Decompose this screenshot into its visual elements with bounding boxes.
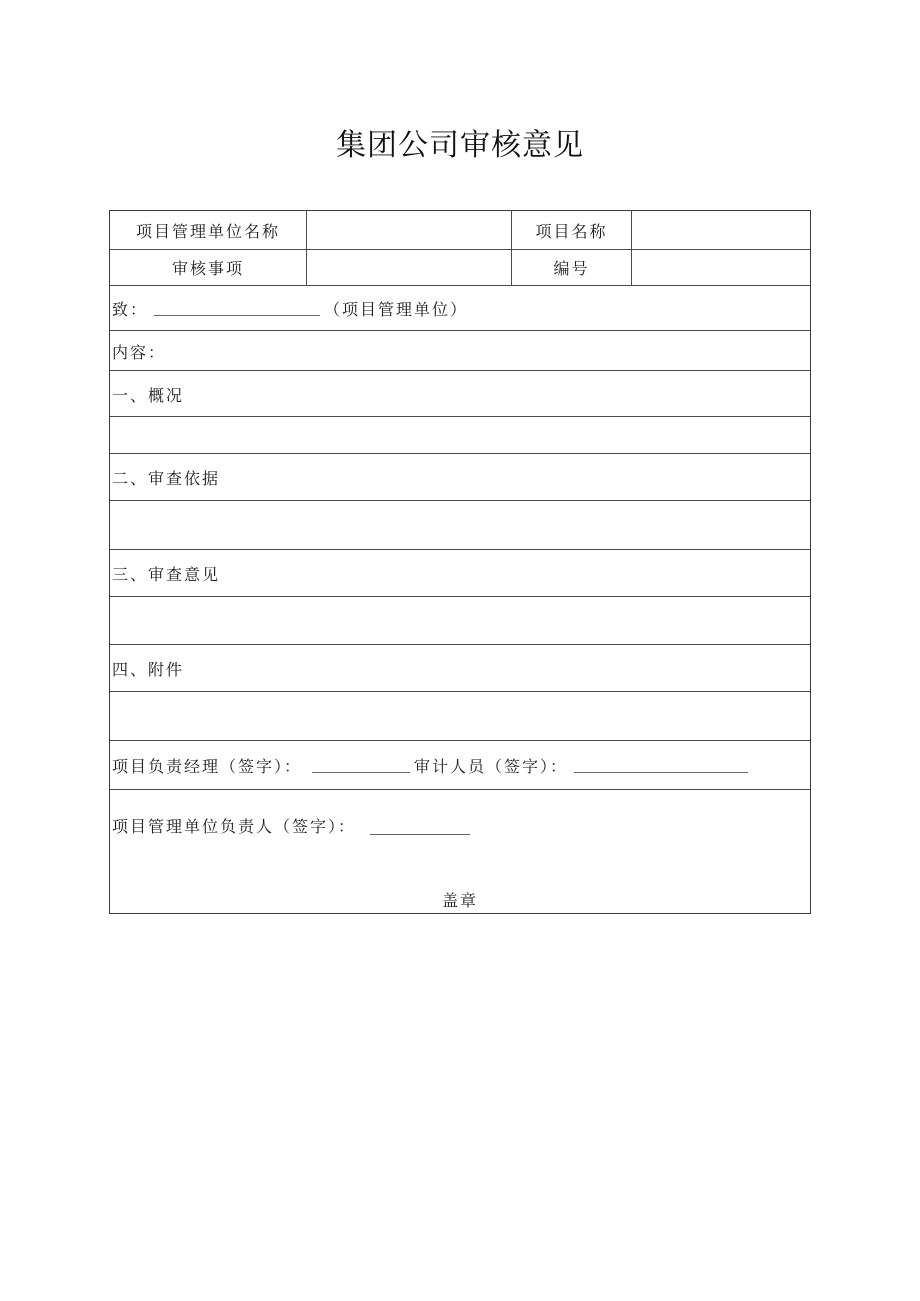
section-attachment-row [110,645,810,692]
section-opinion-heading: 三、审查意见 [112,565,221,584]
unit-head-row [110,790,810,913]
section-basis-row [110,454,810,501]
to-unit-blank[interactable] [154,301,320,316]
header-row-2 [110,250,810,286]
number-field[interactable] [632,250,810,285]
auditor-signature-label: 审计人员（签字）： [414,757,569,776]
section-overview-body[interactable] [110,417,810,454]
section-opinion-body[interactable] [110,597,810,645]
content-label: 内容： [112,342,167,362]
unit-head-line [112,814,470,840]
unit-name-field[interactable] [307,211,512,249]
manager-signature-blank[interactable] [312,758,410,773]
signature-row [110,741,810,790]
section-opinion-row [110,550,810,597]
to-suffix: （项目管理单位） [324,300,469,319]
seal-label: 盖章 [441,891,478,910]
number-label: 编号 [512,250,632,285]
section-attachment-body[interactable] [110,692,810,741]
section-basis-body[interactable] [110,501,810,550]
review-form [109,210,811,914]
to-row [110,286,810,331]
section-overview-heading: 一、概况 [112,385,185,405]
review-item-field[interactable] [307,250,512,285]
auditor-signature-blank[interactable] [574,758,748,773]
review-item-label: 审核事项 [110,250,307,285]
section-overview-row [110,371,810,417]
unit-head-signature-blank[interactable] [370,820,470,835]
signature-line [112,741,748,790]
to-prefix: 致： [112,300,149,319]
unit-name-label: 项目管理单位名称 [110,211,307,249]
project-name-label: 项目名称 [512,211,632,249]
to-line [112,286,468,331]
header-row-1 [110,211,810,250]
unit-head-signature-label: 项目管理单位负责人（签字）： [112,817,357,836]
document-title: 集团公司审核意见 [336,128,584,163]
manager-signature-label: 项目负责经理（签字）： [112,757,303,776]
section-basis-heading: 二、审查依据 [112,469,221,488]
content-row [110,331,810,371]
section-attachment-heading: 四、附件 [112,660,185,679]
project-name-field[interactable] [632,211,810,249]
